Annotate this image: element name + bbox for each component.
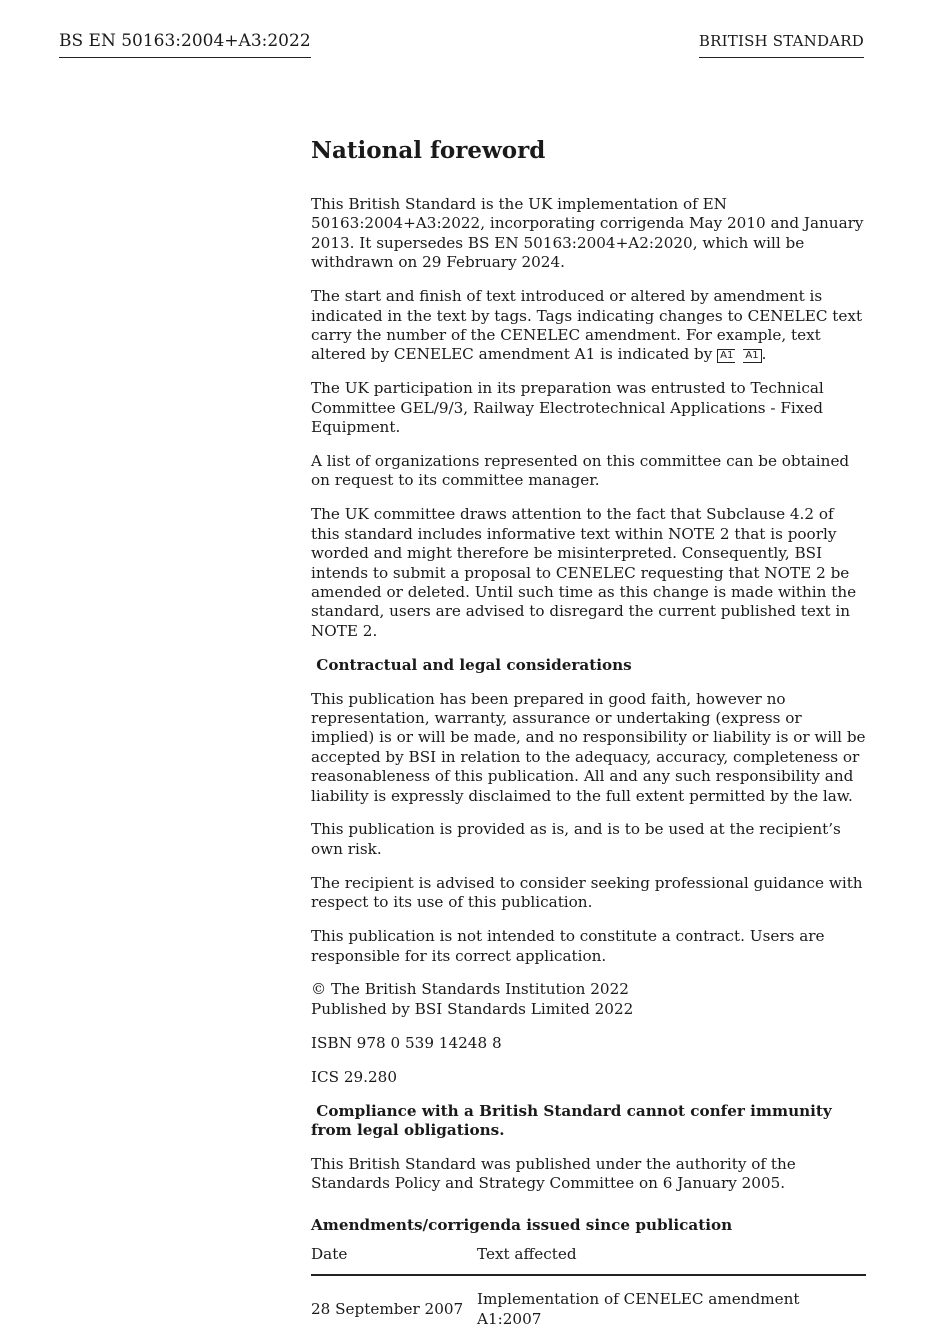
amendments-table [311, 1245, 866, 1329]
header-standard-number: BS EN 50163:2004+A3:2022 [59, 30, 311, 58]
table-row [311, 1275, 866, 1329]
contractual-paragraph-4: This publication is not intended to constitute a contract. Users are responsible for its correct application. [311, 927, 825, 965]
publisher-line: Published by BSI Standards Limited 2022 [311, 999, 634, 1018]
paragraph-implementation: This British Standard is the UK implementation of EN 50163:2004+A3:2022, incorporating corrigenda May 2010 and January 2013. It supersedes BS EN 50163:2004+A2:2020, which will be withdrawn on 29 February 2024. [311, 195, 864, 272]
paragraph-organizations: A list of organizations represented on this committee can be obtained on request to its committee manager. [311, 451, 850, 490]
paragraph-subclause-note: The UK committee draws attention to the fact that Subclause 4.2 of this standard includes informative text within NOTE 2 that is poorly worded and might therefore be misinterpreted. Consequently, BSI intends to submit a proposal to CENELEC requesting that NOTE 2 be amended or deleted. Until such time as this change is made within the standard, users are advised to disregard the current published text in NOTE 2. [311, 505, 857, 640]
amendment-text: Implementation of CENELEC amendment A1:2007 [477, 1290, 800, 1328]
contractual-heading: Contractual and legal considerations [316, 655, 632, 674]
amendment-date: 28 September 2007 [311, 1300, 464, 1319]
copyright-line: © The British Standards Institution 2022 [311, 980, 629, 999]
ics: ICS 29.280 [311, 1067, 397, 1086]
column-date-header: Date [311, 1245, 477, 1275]
contractual-paragraph-3: The recipient is advised to consider seeking professional guidance with respect to its use of this publication. [311, 873, 863, 912]
amendment-tags-end: . [761, 345, 767, 364]
main-content [311, 136, 866, 1329]
paragraph-committee: The UK participation in its preparation was entrusted to Technical Committee GEL/9/3, Railway Electrotechnical Applications - Fixed Equipment. [311, 379, 824, 437]
paragraph-amendment-tags [311, 287, 866, 365]
page-title: National foreword [311, 137, 546, 164]
contractual-paragraph-1: This publication has been prepared in good faith, however no representation, warranty, assurance or undertaking (express or implied) is or will be made, and no responsibility or liability is or will be accepted by BSI in relation to the adequacy, accuracy, completeness or reasonableness of this publication. All and any such responsibility and liability is expressly disclaimed to the full extent permitted by the law. [311, 689, 866, 805]
header-british-standard: BRITISH STANDARD [699, 30, 864, 58]
compliance-heading: Compliance with a British Standard cannot confer immunity from legal obligations. [311, 1101, 832, 1139]
contractual-paragraph-2: This publication is provided as is, and is to be used at the recipient’s own risk. [311, 820, 841, 858]
amendment-close-tag-icon: A1 [743, 349, 761, 363]
amendment-tags-text: The start and finish of text introduced or altered by amendment is indicated in the text by tags. Tags indicating changes to CENELEC text carry the number of the CENELEC amendment. For example, text altered by CENELEC amendment A1 is indicated by [311, 287, 863, 364]
column-text-header: Text affected [477, 1245, 866, 1275]
isbn: ISBN 978 0 539 14248 8 [311, 1033, 502, 1052]
compliance-text: This British Standard was published under the authority of the Standards Policy and Strategy Committee on 6 January 2005. [311, 1154, 796, 1193]
amendment-open-tag-icon: A1 [717, 349, 735, 363]
amendments-title: Amendments/corrigenda issued since publication [311, 1215, 733, 1234]
amendments-header-row [311, 1245, 866, 1275]
publication-info [311, 980, 866, 1019]
